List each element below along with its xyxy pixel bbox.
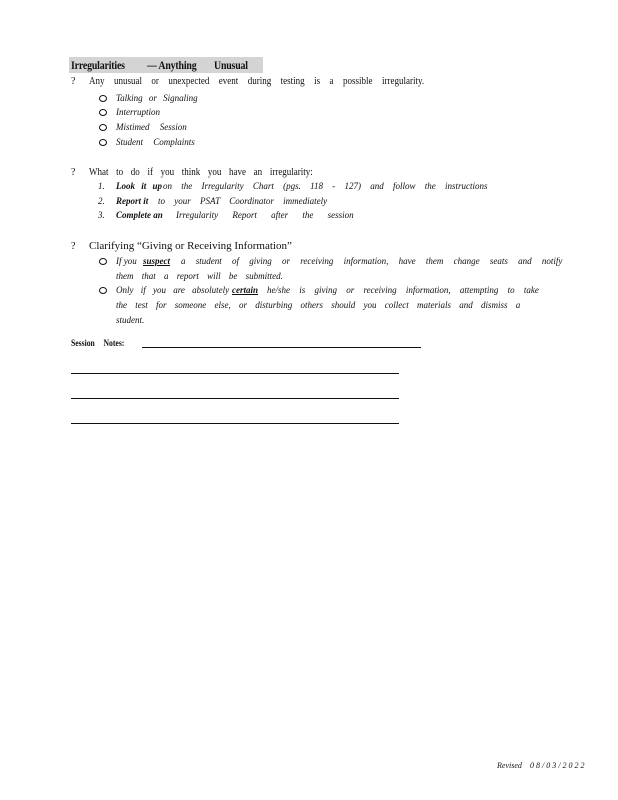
section2-intro: What to do if you think you have an irregularity: xyxy=(89,167,313,178)
notes-line[interactable] xyxy=(71,423,399,424)
step-text: to your PSAT Coordinator immediately xyxy=(158,196,328,206)
circle-bullet-icon xyxy=(99,124,107,131)
step-text: Irregularity Report after the session xyxy=(176,210,354,220)
item2-prefix: Only if you are absolutely xyxy=(116,285,230,295)
step-lead: Report it xyxy=(116,196,149,206)
step-text: on the Irregularity Chart (pgs. 118 - 127) and follow the instructions xyxy=(163,181,488,191)
page-heading-part1: Irregularities xyxy=(71,58,125,72)
item1-continuation: them that a report will be submitted. xyxy=(116,271,283,281)
item1-keyword: suspect xyxy=(143,256,170,266)
notes-line[interactable] xyxy=(71,373,399,374)
section1-marker: ? xyxy=(71,76,76,87)
list-item: Mistimed Session xyxy=(116,122,187,132)
step-number: 1. xyxy=(98,181,105,191)
section2-marker: ? xyxy=(71,167,76,178)
circle-bullet-icon xyxy=(99,109,107,116)
list-item: Talking or Signaling xyxy=(116,93,198,103)
list-item: Interruption xyxy=(116,107,160,117)
circle-bullet-icon xyxy=(99,287,107,294)
list-item: Student Complaints xyxy=(116,137,195,147)
section3-marker: ? xyxy=(71,241,76,252)
step-number: 3. xyxy=(98,210,105,220)
step-lead: Complete an xyxy=(116,210,163,220)
notes-line[interactable] xyxy=(142,347,421,348)
page-heading-part2: — Anything xyxy=(147,58,197,72)
section1-intro: Any unusual or unexpected event during testing is a possible irregularity. xyxy=(89,76,425,87)
item1-text: a student of giving or receiving information, have them change seats and notify xyxy=(181,256,563,266)
item2-text: he/she is giving or receiving information, attempting to take xyxy=(267,285,539,295)
section3-title: Clarifying “Giving or Receiving Information” xyxy=(89,240,292,252)
session-notes-label: Session Notes: xyxy=(71,338,125,348)
item2-continuation-end: student. xyxy=(116,315,145,325)
step-lead: Look it up xyxy=(116,181,163,191)
item2-keyword: certain xyxy=(232,285,258,295)
circle-bullet-icon xyxy=(99,139,107,146)
revised-date: 08/03/2022 xyxy=(530,761,587,770)
revised-label: Revised xyxy=(497,761,522,770)
circle-bullet-icon xyxy=(99,95,107,102)
notes-line[interactable] xyxy=(71,398,399,399)
step-number: 2. xyxy=(98,196,105,206)
item1-prefix: If you xyxy=(116,256,137,266)
item2-continuation: the test for someone else, or disturbing others should you collect materials and dismiss a xyxy=(116,300,521,310)
circle-bullet-icon xyxy=(99,258,107,265)
page-heading-part3: Unusual xyxy=(214,58,248,72)
